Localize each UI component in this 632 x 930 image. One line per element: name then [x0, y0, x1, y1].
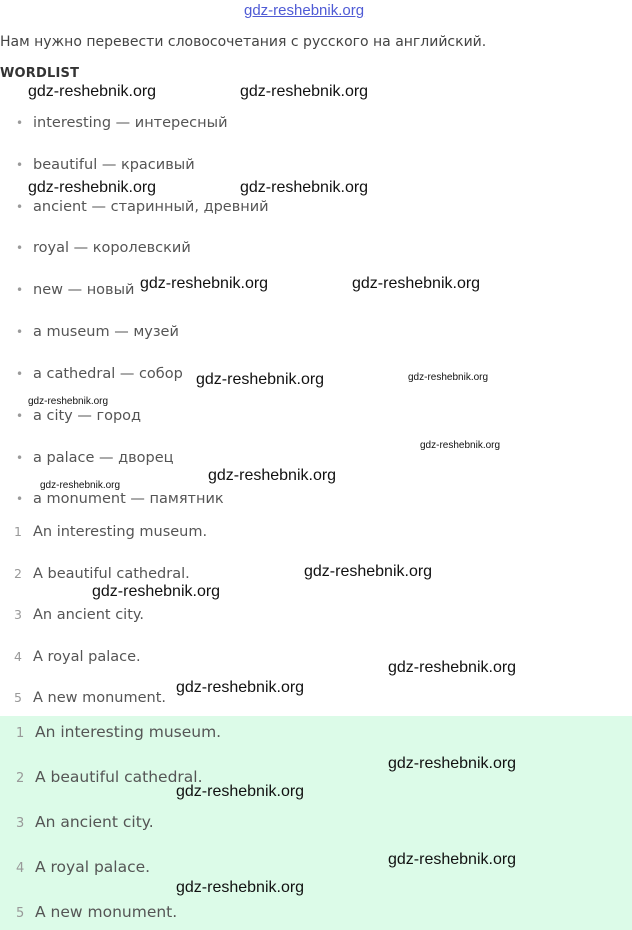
- watermark: gdz-reshebnik.org: [420, 440, 501, 451]
- site-link[interactable]: gdz-reshebnik.org: [244, 2, 365, 19]
- watermark: gdz-reshebnik.org: [388, 659, 517, 676]
- phrase-text: A beautiful cathedral.: [33, 566, 190, 582]
- wordlist-item-text: a monument — памятник: [33, 491, 224, 507]
- phrase-number: 3: [14, 607, 22, 622]
- answer-item: [16, 723, 221, 741]
- answer-number: 5: [16, 906, 25, 921]
- phrase-item: [14, 690, 166, 706]
- bullet-icon: •: [16, 409, 24, 423]
- wordlist-item-text: a city — город: [33, 408, 142, 424]
- watermark: gdz-reshebnik.org: [28, 83, 157, 100]
- bullet-icon: •: [16, 451, 24, 465]
- intro-text: Нам нужно перевести словосочетания с русского на английский.: [0, 34, 487, 50]
- watermark: gdz-reshebnik.org: [28, 179, 157, 196]
- watermark: gdz-reshebnik.org: [196, 371, 325, 388]
- wordlist-item: [16, 282, 134, 298]
- answer-item: [16, 903, 177, 921]
- answer-text: A new monument.: [35, 903, 178, 921]
- watermark: gdz-reshebnik.org: [388, 755, 517, 772]
- watermark: gdz-reshebnik.org: [40, 480, 121, 491]
- answer-text: An interesting museum.: [35, 723, 222, 741]
- answer-text: A beautiful cathedral.: [35, 768, 203, 786]
- bullet-icon: •: [16, 158, 24, 172]
- wordlist-item-text: royal — королевский: [33, 240, 191, 256]
- watermark: gdz-reshebnik.org: [28, 396, 109, 407]
- wordlist-title: WORDLIST: [0, 66, 80, 81]
- watermark: gdz-reshebnik.org: [92, 583, 221, 600]
- phrase-item: [14, 524, 207, 540]
- bullet-icon: •: [16, 283, 24, 297]
- phrase-number: 2: [14, 566, 22, 581]
- wordlist-item-text: a museum — музей: [33, 324, 179, 340]
- watermark: gdz-reshebnik.org: [304, 563, 433, 580]
- bullet-icon: •: [16, 116, 24, 130]
- watermark: gdz-reshebnik.org: [208, 467, 337, 484]
- wordlist-item-text: ancient — старинный, древний: [33, 199, 269, 215]
- phrase-text: A royal palace.: [33, 649, 141, 665]
- bullet-icon: •: [16, 200, 24, 214]
- wordlist-item: [16, 491, 224, 507]
- watermark: gdz-reshebnik.org: [352, 275, 481, 292]
- phrase-number: 5: [14, 690, 22, 705]
- watermark: gdz-reshebnik.org: [140, 275, 269, 292]
- wordlist-item: [16, 157, 195, 173]
- watermark: gdz-reshebnik.org: [240, 83, 369, 100]
- answer-number: 3: [16, 816, 25, 831]
- wordlist-item: [16, 450, 174, 466]
- answer-number: 4: [16, 861, 25, 876]
- watermark: gdz-reshebnik.org: [240, 179, 369, 196]
- wordlist-item: [16, 115, 228, 131]
- answer-text: A royal palace.: [35, 858, 151, 876]
- wordlist-item: [16, 324, 179, 340]
- wordlist-item-text: interesting — интересный: [33, 115, 228, 131]
- wordlist-item: [16, 240, 191, 256]
- wordlist-item: [16, 408, 141, 424]
- watermark: gdz-reshebnik.org: [176, 879, 305, 896]
- bullet-icon: •: [16, 367, 24, 381]
- answer-text: An ancient city.: [35, 813, 154, 831]
- watermark: gdz-reshebnik.org: [388, 851, 517, 868]
- answer-number: 1: [16, 726, 25, 741]
- phrase-number: 4: [14, 649, 22, 664]
- wordlist-item-text: a palace — дворец: [33, 450, 174, 466]
- wordlist-item-text: new — новый: [33, 282, 135, 298]
- phrase-number: 1: [14, 524, 22, 539]
- phrase-text: An interesting museum.: [33, 524, 208, 540]
- bullet-icon: •: [16, 492, 24, 506]
- wordlist-item-text: beautiful — красивый: [33, 157, 195, 173]
- watermark: gdz-reshebnik.org: [176, 783, 305, 800]
- phrase-item: [14, 607, 144, 623]
- answer-item: [16, 813, 154, 831]
- wordlist-item: [16, 366, 183, 382]
- phrase-text: An ancient city.: [33, 607, 145, 623]
- bullet-icon: •: [16, 325, 24, 339]
- wordlist-item: [16, 199, 269, 215]
- watermark: gdz-reshebnik.org: [408, 372, 489, 383]
- bullet-icon: •: [16, 241, 24, 255]
- wordlist-item-text: a cathedral — собор: [33, 366, 183, 382]
- phrase-text: A new monument.: [33, 690, 167, 706]
- phrase-item: [14, 566, 190, 582]
- watermark: gdz-reshebnik.org: [176, 679, 305, 696]
- phrase-item: [14, 649, 141, 665]
- answer-number: 2: [16, 771, 25, 786]
- answer-item: [16, 768, 203, 786]
- answer-item: [16, 858, 150, 876]
